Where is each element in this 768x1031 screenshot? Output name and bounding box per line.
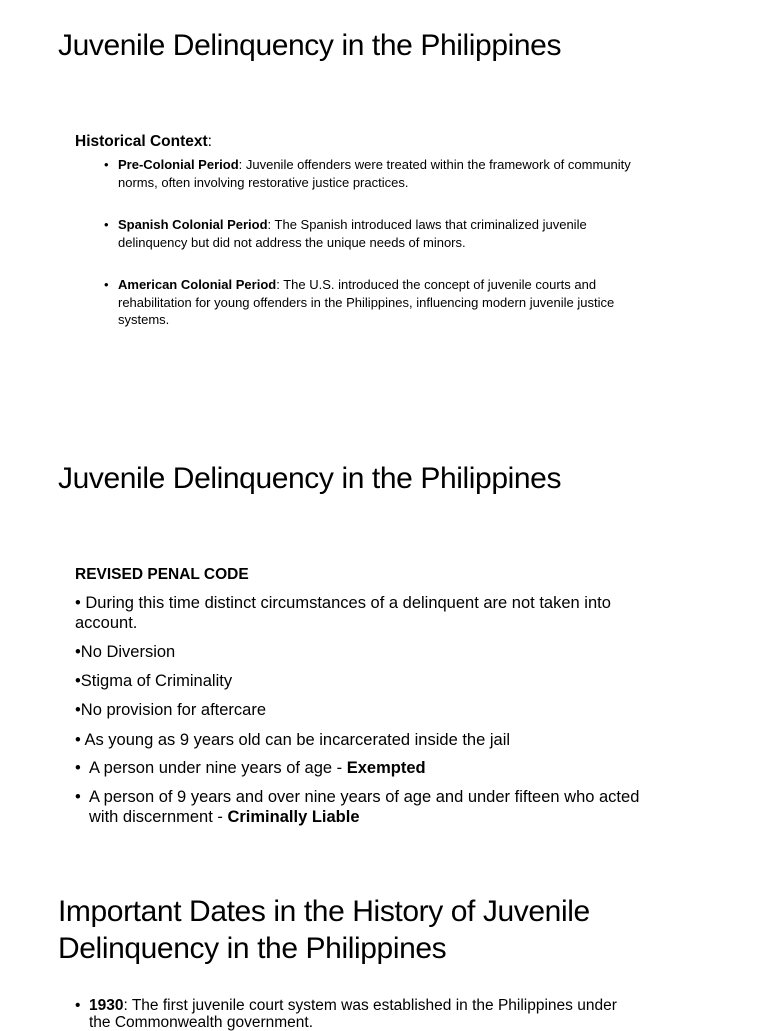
- bullet-text: : The first juvenile court system was established in the Philippines under the Commonwealth government.: [89, 997, 617, 1031]
- bullet-term: American Colonial Period: [118, 277, 277, 292]
- list-item-emphasis: Exempted: [346, 759, 426, 777]
- list-item: •Stigma of Criminality: [75, 672, 233, 690]
- section-heading-label: REVISED PENAL CODE: [75, 566, 249, 583]
- bullet-text: : The U.S. introduced the concept of juvenile courts and rehabilitation for young offenders in the Philippines, influencing modern juvenile justice systems.: [118, 277, 615, 327]
- list-item-text: A person of 9 years and over nine years of age and under fifteen who acted with discernment -: [89, 788, 640, 826]
- slide-title: Juvenile Delinquency in the Philippines: [58, 462, 562, 495]
- list-item: • During this time distinct circumstances of a delinquent are not taken into account.: [75, 594, 611, 632]
- list-item: • As young as 9 years old can be incarcerated inside the jail: [75, 731, 511, 749]
- slide-title: Juvenile Delinquency in the Philippines: [58, 29, 562, 62]
- dates-bullet-list: [75, 997, 635, 1031]
- section-heading-colon: :: [207, 133, 212, 150]
- bullet-term: Spanish Colonial Period: [118, 217, 268, 232]
- bullet-text: : Juvenile offenders were treated within the framework of community norms, often involving restorative justice practices.: [118, 157, 631, 190]
- bullet-term: Pre-Colonial Period: [118, 157, 239, 172]
- list-item: •No provision for aftercare: [75, 701, 267, 719]
- section-heading-label: Historical Context: [75, 133, 208, 150]
- list-item: •No Diversion: [75, 643, 176, 661]
- list-item: [75, 997, 635, 1031]
- slide-title-line-1: Important Dates in the History of Juvenile: [58, 895, 590, 928]
- bullet-term: 1930: [89, 997, 124, 1014]
- list-item-text: A person under nine years of age -: [89, 759, 347, 777]
- slide-title-line-2: Delinquency in the Philippines: [58, 932, 447, 965]
- list-item-emphasis: Criminally Liable: [227, 808, 360, 826]
- bullet-text: : The Spanish introduced laws that criminalized juvenile delinquency but did not address the unique needs of minors.: [118, 217, 587, 250]
